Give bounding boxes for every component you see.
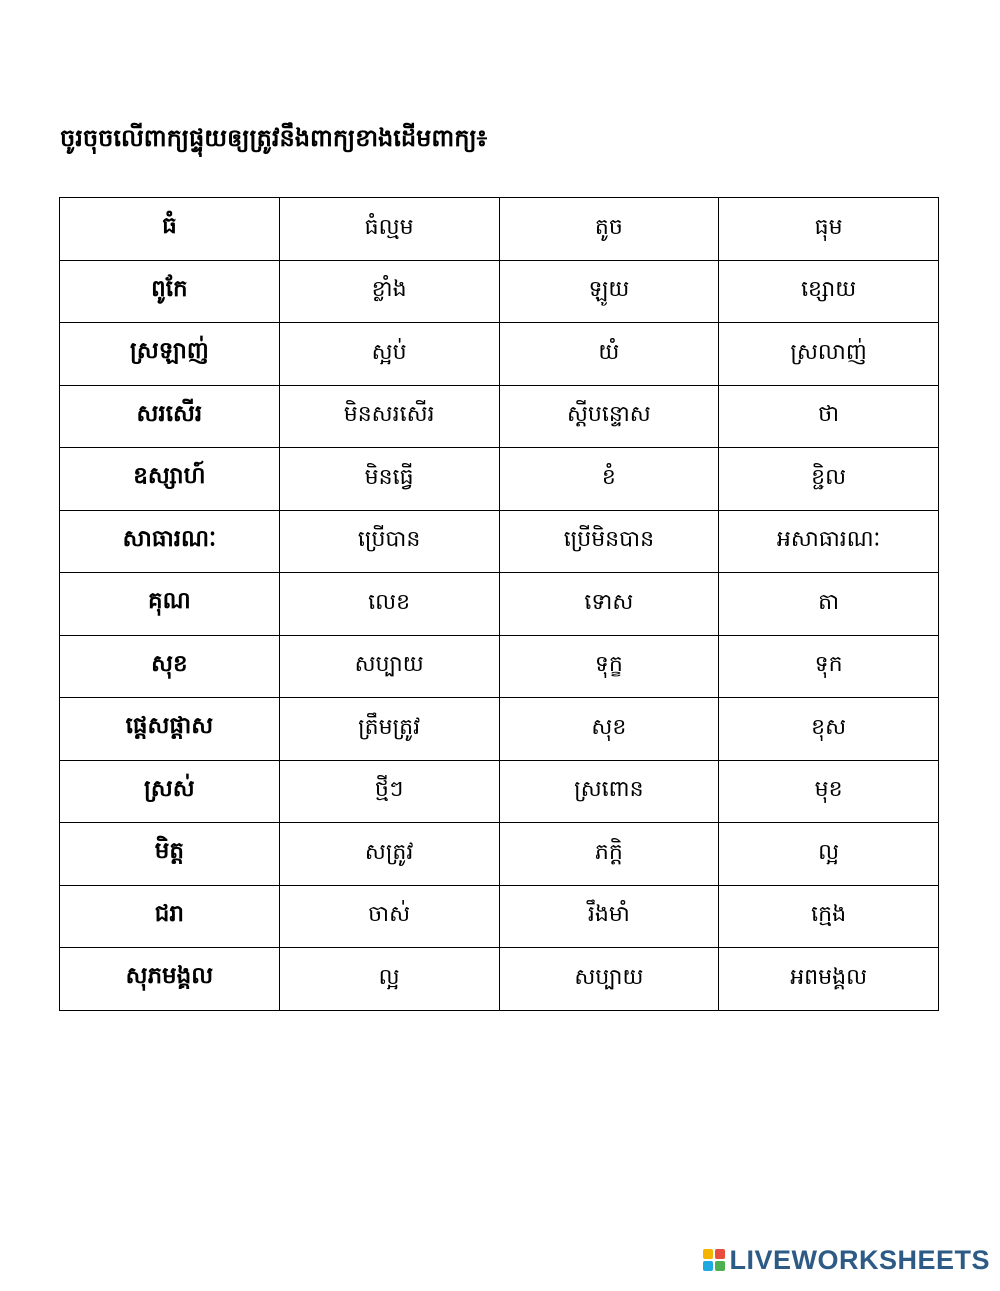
option-cell[interactable]: យំ	[499, 323, 719, 386]
logo-square	[703, 1249, 713, 1259]
logo-square	[715, 1249, 725, 1259]
option-cell[interactable]: លេខ	[279, 573, 499, 636]
option-cell[interactable]: សត្រូវ	[279, 823, 499, 886]
option-cell[interactable]: ស្រលាញ់	[719, 323, 939, 386]
option-cell[interactable]: ល្អ	[279, 948, 499, 1011]
table-row	[60, 198, 939, 261]
keyword-cell: ឧស្សាហ៍	[60, 448, 280, 511]
keyword-cell: ធំ	[60, 198, 280, 261]
option-cell[interactable]: ទោស	[499, 573, 719, 636]
option-cell[interactable]: តា	[719, 573, 939, 636]
keyword-cell: ស្រឡាញ់	[60, 323, 280, 386]
option-cell[interactable]: ល្អ	[719, 823, 939, 886]
option-cell[interactable]: ខ្លាំង	[279, 260, 499, 323]
table-row	[60, 635, 939, 698]
table-row	[60, 573, 939, 636]
table-row	[60, 510, 939, 573]
option-cell[interactable]: ថ្មីៗ	[279, 760, 499, 823]
option-cell[interactable]: ប្រើបាន	[279, 510, 499, 573]
table-row	[60, 260, 939, 323]
option-cell[interactable]: ស្អប់	[279, 323, 499, 386]
option-cell[interactable]: ខុស	[719, 698, 939, 761]
keyword-cell: សុភមង្គល	[60, 948, 280, 1011]
option-cell[interactable]: មិនធ្វើ	[279, 448, 499, 511]
keyword-cell: គុណ	[60, 573, 280, 636]
table-row	[60, 323, 939, 386]
option-cell[interactable]: ត្រឹមត្រូវ	[279, 698, 499, 761]
option-cell[interactable]: ស្រពោន	[499, 760, 719, 823]
option-cell[interactable]: ទុក្ខ	[499, 635, 719, 698]
antonym-table	[59, 197, 939, 1011]
option-cell[interactable]: រឹងមាំ	[499, 885, 719, 948]
option-cell[interactable]: ថា	[719, 385, 939, 448]
keyword-cell: សាធារណៈ	[60, 510, 280, 573]
option-cell[interactable]: ធុម	[719, 198, 939, 261]
table-row	[60, 698, 939, 761]
keyword-cell: ស្រស់	[60, 760, 280, 823]
antonym-table-body	[60, 198, 939, 1011]
table-row	[60, 948, 939, 1011]
option-cell[interactable]: សុខ	[499, 698, 719, 761]
keyword-cell: ជរា	[60, 885, 280, 948]
keyword-cell: ផ្ដេសផ្ដាស	[60, 698, 280, 761]
table-row	[60, 823, 939, 886]
keyword-cell: ពូកែ	[60, 260, 280, 323]
liveworksheets-brand	[703, 1243, 990, 1277]
option-cell[interactable]: សប្បាយ	[279, 635, 499, 698]
option-cell[interactable]: ស្តីបន្ទោស	[499, 385, 719, 448]
option-cell[interactable]: ចាស់	[279, 885, 499, 948]
brand-name: LIVEWORKSHEETS	[729, 1244, 990, 1275]
option-cell[interactable]: អពមង្គល	[719, 948, 939, 1011]
liveworksheets-logo-icon	[703, 1249, 725, 1271]
option-cell[interactable]: ធំល្មម	[279, 198, 499, 261]
keyword-cell: សរសើរ	[60, 385, 280, 448]
option-cell[interactable]: ឡូយ	[499, 260, 719, 323]
option-cell[interactable]: ភក្តិ	[499, 823, 719, 886]
option-cell[interactable]: អសាធារណៈ	[719, 510, 939, 573]
option-cell[interactable]: ទុក	[719, 635, 939, 698]
option-cell[interactable]: សប្បាយ	[499, 948, 719, 1011]
option-cell[interactable]: ខ្ជិល	[719, 448, 939, 511]
option-cell[interactable]: ខ្សោយ	[719, 260, 939, 323]
option-cell[interactable]: ក្មេង	[719, 885, 939, 948]
logo-square	[703, 1261, 713, 1271]
table-row	[60, 760, 939, 823]
option-cell[interactable]: មិនសរសើរ	[279, 385, 499, 448]
keyword-cell: សុខ	[60, 635, 280, 698]
keyword-cell: មិត្ត	[60, 823, 280, 886]
option-cell[interactable]: ខំ	[499, 448, 719, 511]
table-row	[60, 448, 939, 511]
logo-square	[715, 1261, 725, 1271]
table-row	[60, 885, 939, 948]
table-row	[60, 385, 939, 448]
instruction-heading: ចូរចុចលើពាក្យផ្ទុយឲ្យត្រូវនឹងពាក្យខាងដើមពាក្យ៖	[60, 124, 488, 152]
option-cell[interactable]: មុខ	[719, 760, 939, 823]
option-cell[interactable]: ប្រើមិនបាន	[499, 510, 719, 573]
option-cell[interactable]: តូច	[499, 198, 719, 261]
